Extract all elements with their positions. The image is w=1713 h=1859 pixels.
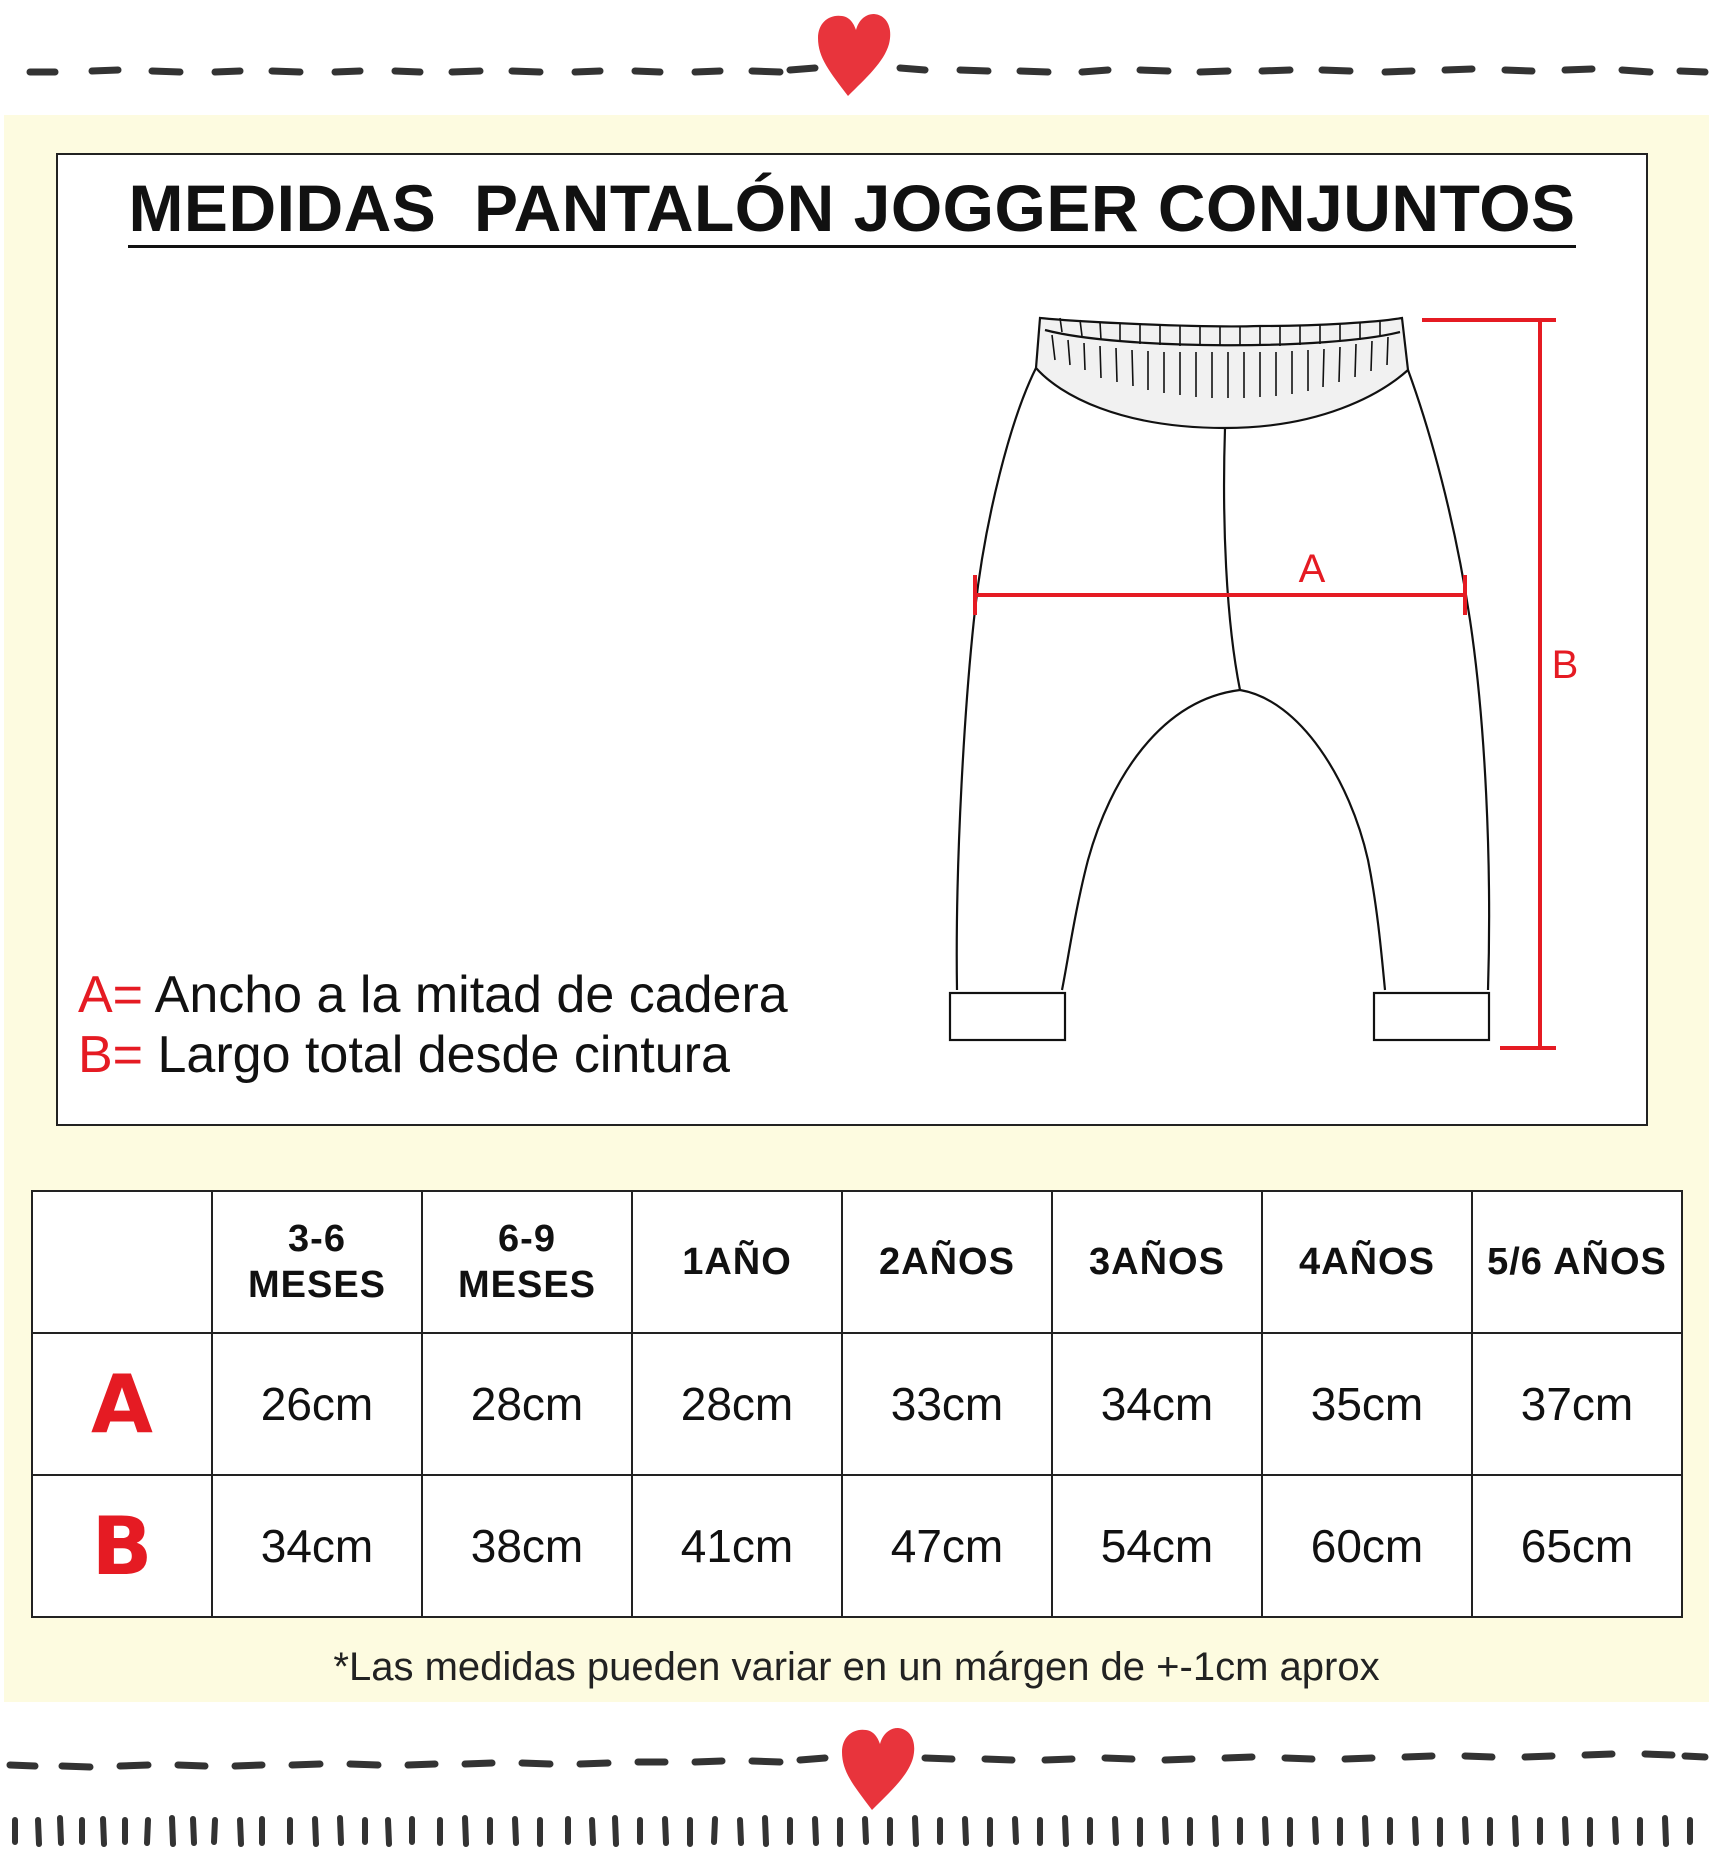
table-header-cell: 5/6 AÑOS (1472, 1191, 1682, 1333)
top-dashed-border (0, 0, 1713, 115)
heart-icon (818, 14, 890, 96)
tick-marks-row (15, 1818, 1690, 1844)
dash-line-right (900, 68, 1705, 72)
table-header-cell: 1AÑO (632, 1191, 842, 1333)
table-header-row (32, 1191, 1682, 1333)
legend-a-text: Ancho a la mitad de cadera (143, 966, 788, 1024)
row-key-b: B (32, 1475, 212, 1617)
label-a: A (1298, 547, 1326, 591)
dash-line-bottom-right (925, 1754, 1705, 1760)
table-cell: 41cm (632, 1475, 842, 1617)
heart-icon (842, 1728, 914, 1810)
table-cell: 33cm (842, 1333, 1052, 1475)
measure-a-line (975, 575, 1465, 615)
legend-b-text: Largo total desde cintura (143, 1026, 730, 1084)
label-b: B (1551, 643, 1579, 687)
table-cell: 35cm (1262, 1333, 1472, 1475)
legend-a (78, 965, 788, 1025)
table-corner-cell (32, 1191, 212, 1333)
table-cell: 28cm (632, 1333, 842, 1475)
table-header-cell: 4AÑOS (1262, 1191, 1472, 1333)
table-header-cell: 3-6 MESES (212, 1191, 422, 1333)
footnote: *Las medidas pueden variar en un márgen de +-1cm aprox (333, 1645, 1380, 1689)
table-row-b (32, 1475, 1682, 1617)
pants-diagram (930, 300, 1579, 1070)
table-cell: 26cm (212, 1333, 422, 1475)
table-row-a (32, 1333, 1682, 1475)
table-cell: 34cm (1052, 1333, 1262, 1475)
size-table (31, 1190, 1683, 1618)
table-cell: 34cm (212, 1475, 422, 1617)
table-cell: 28cm (422, 1333, 632, 1475)
row-key-a: A (32, 1333, 212, 1475)
dash-line-left (30, 68, 815, 72)
table-cell: 47cm (842, 1475, 1052, 1617)
table-cell: 54cm (1052, 1475, 1262, 1617)
table-header-cell: 6-9 MESES (422, 1191, 632, 1333)
legend-a-key: A= (78, 966, 144, 1024)
pants-outline (950, 318, 1489, 1040)
table-cell: 37cm (1472, 1333, 1682, 1475)
table-header-cell: 3AÑOS (1052, 1191, 1262, 1333)
legend-b-key: B= (78, 1026, 144, 1084)
table-header-cell: 2AÑOS (842, 1191, 1052, 1333)
legend-b (78, 1025, 730, 1085)
bottom-dashed-border (0, 1702, 1713, 1859)
page-title: MEDIDAS PANTALÓN JOGGER CONJUNTOS (56, 170, 1648, 246)
table-cell: 38cm (422, 1475, 632, 1617)
table-cell: 65cm (1472, 1475, 1682, 1617)
dash-line-bottom-left (10, 1758, 825, 1767)
table-cell: 60cm (1262, 1475, 1472, 1617)
